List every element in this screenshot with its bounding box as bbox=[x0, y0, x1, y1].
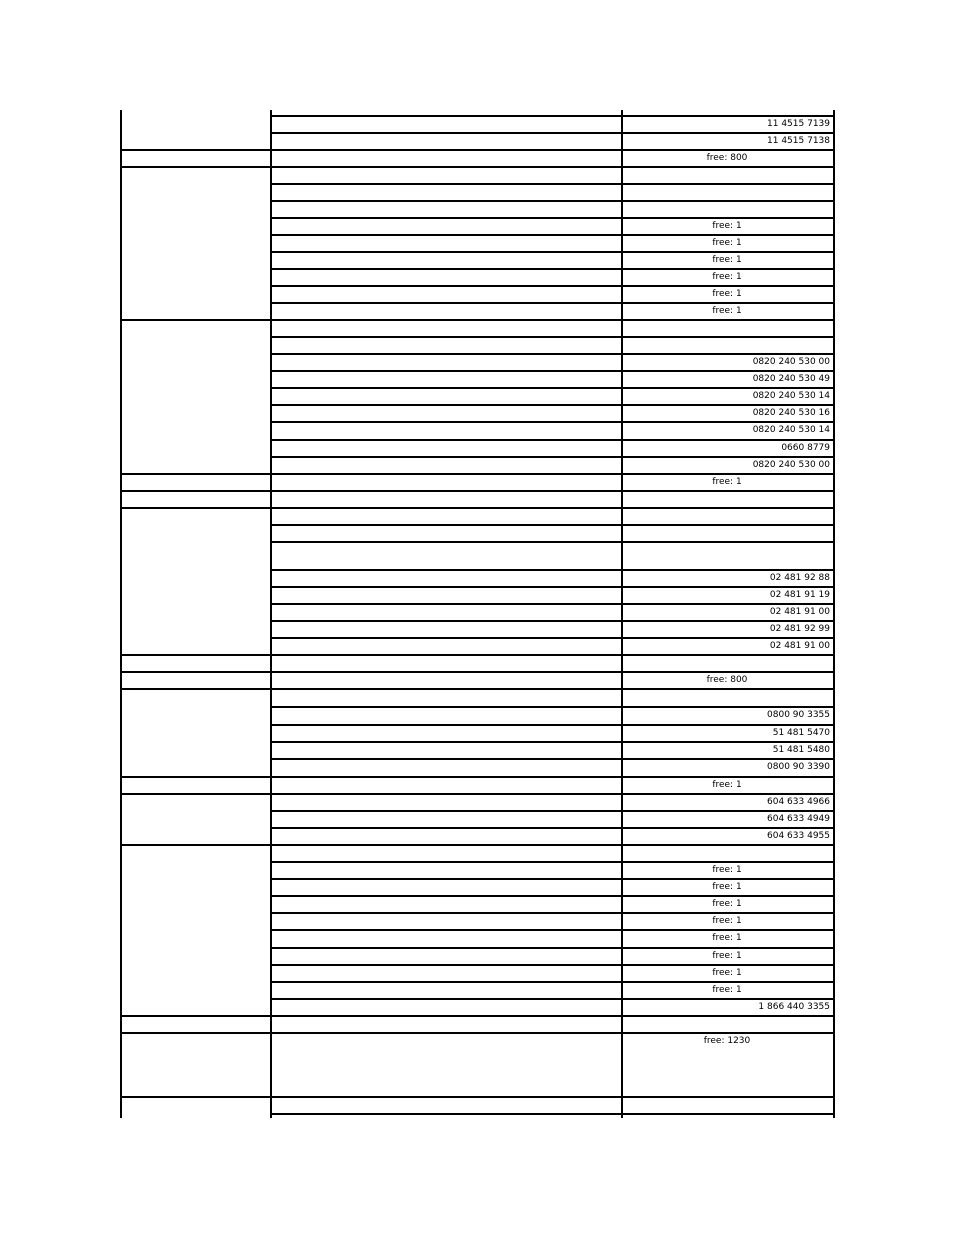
phone-number: 02 481 92 88 bbox=[769, 573, 830, 583]
group-divider bbox=[120, 507, 835, 509]
row-divider bbox=[270, 404, 835, 406]
row-divider bbox=[270, 912, 835, 914]
toll-free-number: free: 1 bbox=[712, 951, 742, 961]
toll-free-number: free: 1 bbox=[712, 289, 742, 299]
toll-free-number: free: 800 bbox=[706, 675, 748, 685]
phone-number: 0820 240 530 14 bbox=[752, 425, 830, 435]
row-divider bbox=[270, 251, 835, 253]
group-divider bbox=[120, 149, 835, 151]
row-divider bbox=[270, 637, 835, 639]
row-divider bbox=[270, 421, 835, 423]
group-divider bbox=[120, 1032, 835, 1034]
phone-number: 02 481 91 00 bbox=[769, 607, 830, 617]
toll-free-number: free: 1 bbox=[712, 899, 742, 909]
toll-free-number: free: 1 bbox=[712, 865, 742, 875]
toll-free-number: free: 1 bbox=[712, 306, 742, 316]
group-divider bbox=[120, 793, 835, 795]
column-border-left bbox=[120, 110, 122, 1118]
row-divider bbox=[270, 1113, 835, 1115]
phone-number: 0660 8779 bbox=[781, 443, 830, 453]
row-divider bbox=[270, 336, 835, 338]
row-divider bbox=[270, 810, 835, 812]
toll-free-number: free: 1 bbox=[712, 255, 742, 265]
row-divider bbox=[270, 541, 835, 543]
group-divider bbox=[120, 490, 835, 492]
toll-free-number: free: 1 bbox=[712, 933, 742, 943]
phone-number: 11 4515 7138 bbox=[767, 136, 830, 146]
contact-table bbox=[120, 110, 834, 1118]
phone-number: 02 481 91 19 bbox=[769, 590, 830, 600]
group-divider bbox=[120, 688, 835, 690]
row-divider bbox=[270, 439, 835, 441]
row-divider bbox=[270, 285, 835, 287]
toll-free-number: free: 800 bbox=[706, 153, 748, 163]
phone-number: 0820 240 530 00 bbox=[752, 460, 830, 470]
phone-number: 604 633 4955 bbox=[767, 831, 830, 841]
group-divider bbox=[120, 776, 835, 778]
toll-free-number: free: 1 bbox=[712, 968, 742, 978]
row-divider bbox=[270, 981, 835, 983]
row-divider bbox=[270, 586, 835, 588]
group-divider bbox=[120, 166, 835, 168]
row-divider bbox=[270, 998, 835, 1000]
row-divider bbox=[270, 370, 835, 372]
row-divider bbox=[270, 302, 835, 304]
row-divider bbox=[270, 878, 835, 880]
phone-number: 604 633 4949 bbox=[767, 814, 830, 824]
row-divider bbox=[270, 706, 835, 708]
group-divider bbox=[120, 473, 835, 475]
phone-number: 51 481 5470 bbox=[772, 728, 830, 738]
toll-free-number: free: 1230 bbox=[703, 1036, 751, 1046]
row-divider bbox=[270, 964, 835, 966]
row-divider bbox=[270, 524, 835, 526]
toll-free-number: free: 1 bbox=[712, 477, 742, 487]
row-divider bbox=[270, 217, 835, 219]
phone-number: 11 4515 7139 bbox=[767, 119, 830, 129]
phone-number: 02 481 91 00 bbox=[769, 641, 830, 651]
phone-number: 0820 240 530 14 bbox=[752, 391, 830, 401]
row-divider bbox=[270, 569, 835, 571]
group-divider bbox=[120, 1015, 835, 1017]
phone-number: 0820 240 530 00 bbox=[752, 357, 830, 367]
row-divider bbox=[270, 387, 835, 389]
toll-free-number: free: 1 bbox=[712, 882, 742, 892]
row-divider bbox=[270, 827, 835, 829]
toll-free-number: free: 1 bbox=[712, 221, 742, 231]
row-divider bbox=[270, 115, 835, 117]
column-border-right bbox=[833, 110, 835, 1118]
row-divider bbox=[270, 741, 835, 743]
row-divider bbox=[270, 456, 835, 458]
toll-free-number: free: 1 bbox=[712, 780, 742, 790]
row-divider bbox=[270, 234, 835, 236]
phone-number: 02 481 92 99 bbox=[769, 624, 830, 634]
toll-free-number: free: 1 bbox=[712, 238, 742, 248]
group-divider bbox=[120, 671, 835, 673]
row-divider bbox=[270, 183, 835, 185]
phone-number: 51 481 5480 bbox=[772, 745, 830, 755]
group-divider bbox=[120, 1096, 835, 1098]
group-divider bbox=[120, 654, 835, 656]
row-divider bbox=[270, 200, 835, 202]
row-divider bbox=[270, 132, 835, 134]
row-divider bbox=[270, 895, 835, 897]
toll-free-number: free: 1 bbox=[712, 916, 742, 926]
phone-number: 604 633 4966 bbox=[767, 797, 830, 807]
toll-free-number: free: 1 bbox=[712, 272, 742, 282]
row-divider bbox=[270, 724, 835, 726]
phone-number: 0800 90 3355 bbox=[767, 710, 830, 720]
group-divider bbox=[120, 319, 835, 321]
phone-number: 0820 240 530 49 bbox=[752, 374, 830, 384]
phone-number: 0820 240 530 16 bbox=[752, 408, 830, 418]
row-divider bbox=[270, 620, 835, 622]
column-border-1 bbox=[270, 110, 272, 1118]
phone-number: 1 866 440 3355 bbox=[758, 1002, 830, 1012]
phone-number: 0800 90 3390 bbox=[767, 762, 830, 772]
toll-free-number: free: 1 bbox=[712, 985, 742, 995]
row-divider bbox=[270, 947, 835, 949]
row-divider bbox=[270, 353, 835, 355]
row-divider bbox=[270, 929, 835, 931]
group-divider bbox=[120, 844, 835, 846]
row-divider bbox=[270, 603, 835, 605]
row-divider bbox=[270, 861, 835, 863]
row-divider bbox=[270, 268, 835, 270]
row-divider bbox=[270, 758, 835, 760]
